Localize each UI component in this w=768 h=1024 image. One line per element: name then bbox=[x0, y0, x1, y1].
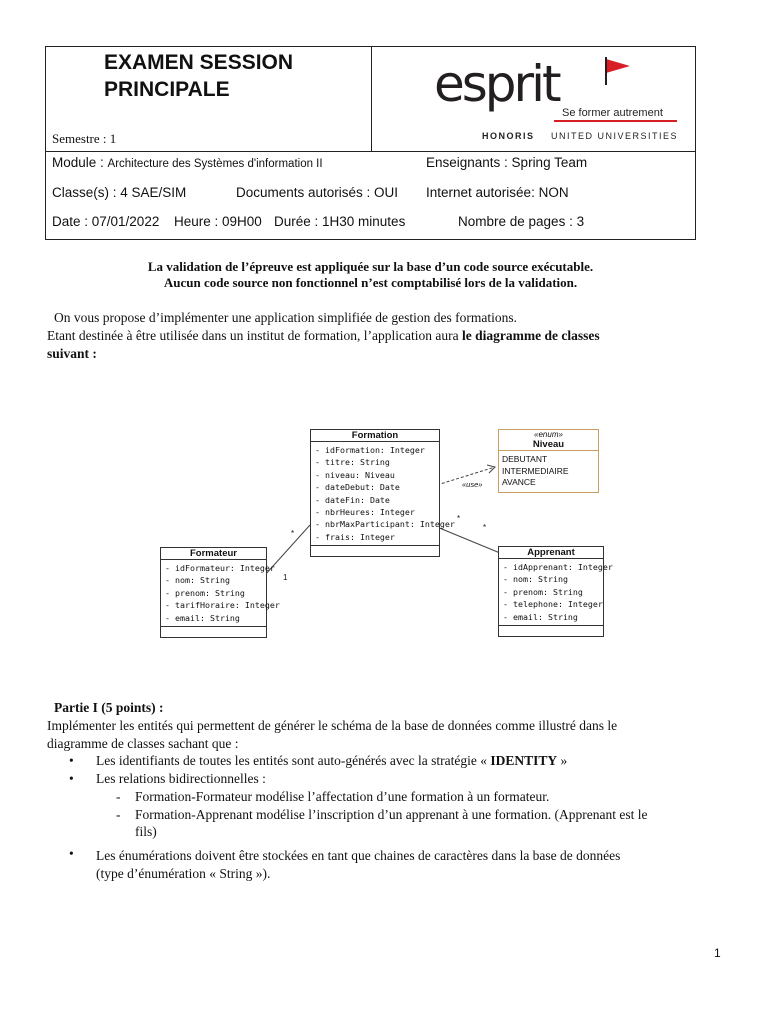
bullet-relations: Les relations bidirectionnelles : bbox=[96, 771, 266, 786]
partie1-title: Partie I (5 points) : bbox=[54, 700, 164, 715]
bullet-identity bbox=[96, 752, 567, 770]
sub-bullet-apprenant-cont: fils) bbox=[135, 824, 157, 839]
formation-attr: - idFormation: Integer bbox=[315, 445, 425, 455]
class-apprenant bbox=[498, 546, 613, 637]
class-formateur-attrs bbox=[161, 560, 280, 627]
use-label: «use» bbox=[462, 480, 483, 489]
bullet-identity-c: » bbox=[557, 753, 568, 768]
enseignants: Enseignants : Spring Team bbox=[426, 155, 588, 170]
sub-bullet-dash: - bbox=[116, 807, 121, 822]
sub-bullet-formateur: Formation-Formateur modélise l’affectation d’une formation à un formateur. bbox=[135, 789, 550, 804]
apprenant-attr: - email: String bbox=[503, 611, 578, 622]
partie1-line2: diagramme de classes sachant que : bbox=[47, 736, 239, 751]
logo-brand: esprit bbox=[434, 55, 559, 113]
header-divider-vertical bbox=[371, 47, 372, 151]
exam-date: Date : 07/01/2022 bbox=[52, 214, 160, 229]
enum-literal: DEBUTANT bbox=[502, 454, 548, 464]
exam-heure: Heure : 09H00 bbox=[174, 214, 262, 229]
enum-niveau-literals bbox=[499, 451, 598, 492]
formateur-attr: - idFormateur: Integer bbox=[165, 563, 275, 573]
logo-network-rest: UNITED UNIVERSITIES bbox=[551, 131, 679, 141]
exam-title-line1: EXAMEN SESSION bbox=[104, 51, 294, 74]
apprenant-attr: - idApprenant: Integer bbox=[503, 562, 613, 572]
exam-title bbox=[104, 49, 293, 103]
multiplicity-one: 1 bbox=[283, 573, 288, 582]
bullet-identity-a: Les identifiants de toutes les entités sont auto-générés avec la stratégie « bbox=[96, 753, 491, 768]
class-apprenant-attrs bbox=[499, 559, 613, 626]
class-formation bbox=[310, 429, 455, 557]
formation-attr: - nbrHeures: Integer bbox=[315, 507, 415, 518]
logo-flag-icon bbox=[606, 59, 630, 73]
formation-attr: - niveau: Niveau bbox=[315, 469, 395, 480]
internet-autorisee: Internet autorisée: NON bbox=[426, 185, 569, 200]
formation-attr: - dateDebut: Date bbox=[315, 482, 400, 493]
apprenant-attr: - telephone: Integer bbox=[503, 599, 603, 610]
bullet-enum-line1: Les énumérations doivent être stockées en tant que chaines de caractères dans la base de données bbox=[96, 848, 621, 863]
formation-attr: - titre: String bbox=[315, 457, 390, 468]
notice-line1: La validation de l’épreuve est appliquée sur la base d’un code source exécutable. bbox=[147, 259, 594, 274]
intro-line2 bbox=[47, 327, 707, 345]
classes: Classe(s) : 4 SAE/SIM bbox=[52, 185, 187, 200]
class-formateur bbox=[160, 547, 280, 638]
exam-duree: Durée : 1H30 minutes bbox=[274, 214, 406, 229]
documents-autorises: Documents autorisés : OUI bbox=[236, 185, 399, 200]
logo-tagline: Se former autrement bbox=[562, 107, 663, 119]
class-apprenant-ops bbox=[499, 626, 603, 636]
assoc-formation-apprenant bbox=[437, 527, 500, 553]
enum-niveau-name: Niveau bbox=[499, 439, 598, 451]
class-formation-attrs bbox=[311, 442, 455, 546]
enum-niveau bbox=[498, 429, 599, 493]
multiplicity-star-formation-side: * bbox=[291, 529, 295, 538]
bullet-dot: • bbox=[69, 753, 74, 768]
sub-bullet-dash: - bbox=[116, 789, 121, 804]
logo-network-bold: HONORIS bbox=[482, 131, 535, 141]
page-number: 1 bbox=[714, 946, 721, 960]
apprenant-attr: - prenom: String bbox=[503, 586, 583, 597]
nombre-pages: Nombre de pages : 3 bbox=[458, 214, 585, 229]
exam-header-table bbox=[45, 46, 696, 240]
formateur-attr: - email: String bbox=[165, 612, 240, 623]
esprit-logo bbox=[434, 53, 684, 145]
class-formateur-ops bbox=[161, 627, 266, 637]
class-apprenant-name: Apprenant bbox=[499, 547, 603, 559]
module-label: Module : bbox=[52, 155, 108, 170]
apprenant-attr: - nom: String bbox=[503, 574, 568, 585]
semestre: Semestre : 1 bbox=[52, 131, 117, 146]
notice-line2: Aucun code source non fonctionnel n’est comptabilisé lors de la validation. bbox=[163, 275, 578, 290]
intro-line3: suivant : bbox=[47, 346, 97, 361]
bullet-identity-bold: IDENTITY bbox=[490, 753, 558, 768]
header-divider-horizontal bbox=[46, 151, 695, 152]
class-formation-name: Formation bbox=[311, 430, 439, 442]
enum-literal: AVANCE bbox=[502, 477, 536, 487]
intro-line2-bold: le diagramme de classes bbox=[462, 328, 600, 343]
formation-attr: - dateFin: Date bbox=[315, 494, 390, 505]
intro-line2-text: Etant destinée à être utilisée dans un institut de formation, l’application aura bbox=[47, 328, 462, 343]
multiplicity-star-apprenant-1: * bbox=[457, 514, 461, 523]
bullet-dot: • bbox=[69, 771, 74, 786]
formation-attr: - frais: Integer bbox=[315, 531, 395, 542]
bullet-enum-line2: (type d’énumération « String »). bbox=[96, 866, 271, 881]
class-formateur-name: Formateur bbox=[161, 548, 266, 560]
bullet-dot: • bbox=[69, 846, 74, 861]
multiplicity-star-apprenant-2: * bbox=[483, 523, 487, 532]
enum-stereotype: «enum» bbox=[534, 430, 563, 439]
module-value: Architecture des Systèmes d'information II bbox=[107, 158, 323, 170]
formateur-attr: - nom: String bbox=[165, 575, 230, 586]
class-formation-ops bbox=[311, 546, 439, 556]
enum-literal: INTERMEDIAIRE bbox=[502, 465, 569, 476]
formateur-attr: - tarifHoraire: Integer bbox=[165, 600, 280, 611]
sub-bullet-apprenant: Formation-Apprenant modélise l’inscription d’un apprenant à une formation. (Apprenant est le bbox=[135, 807, 648, 822]
exam-title-line2: PRINCIPALE bbox=[104, 78, 230, 101]
partie1-line1: Implémenter les entités qui permettent de générer le schéma de la base de données comme illustré dans le bbox=[47, 718, 618, 733]
module-row bbox=[52, 155, 323, 170]
class-diagram bbox=[155, 425, 615, 655]
formateur-attr: - prenom: String bbox=[165, 587, 245, 598]
intro-line1: On vous propose d’implémenter une application simplifiée de gestion des formations. bbox=[54, 310, 518, 325]
formation-attr: - nbrMaxParticipant: Integer bbox=[315, 519, 455, 530]
validation-notice bbox=[45, 259, 696, 291]
